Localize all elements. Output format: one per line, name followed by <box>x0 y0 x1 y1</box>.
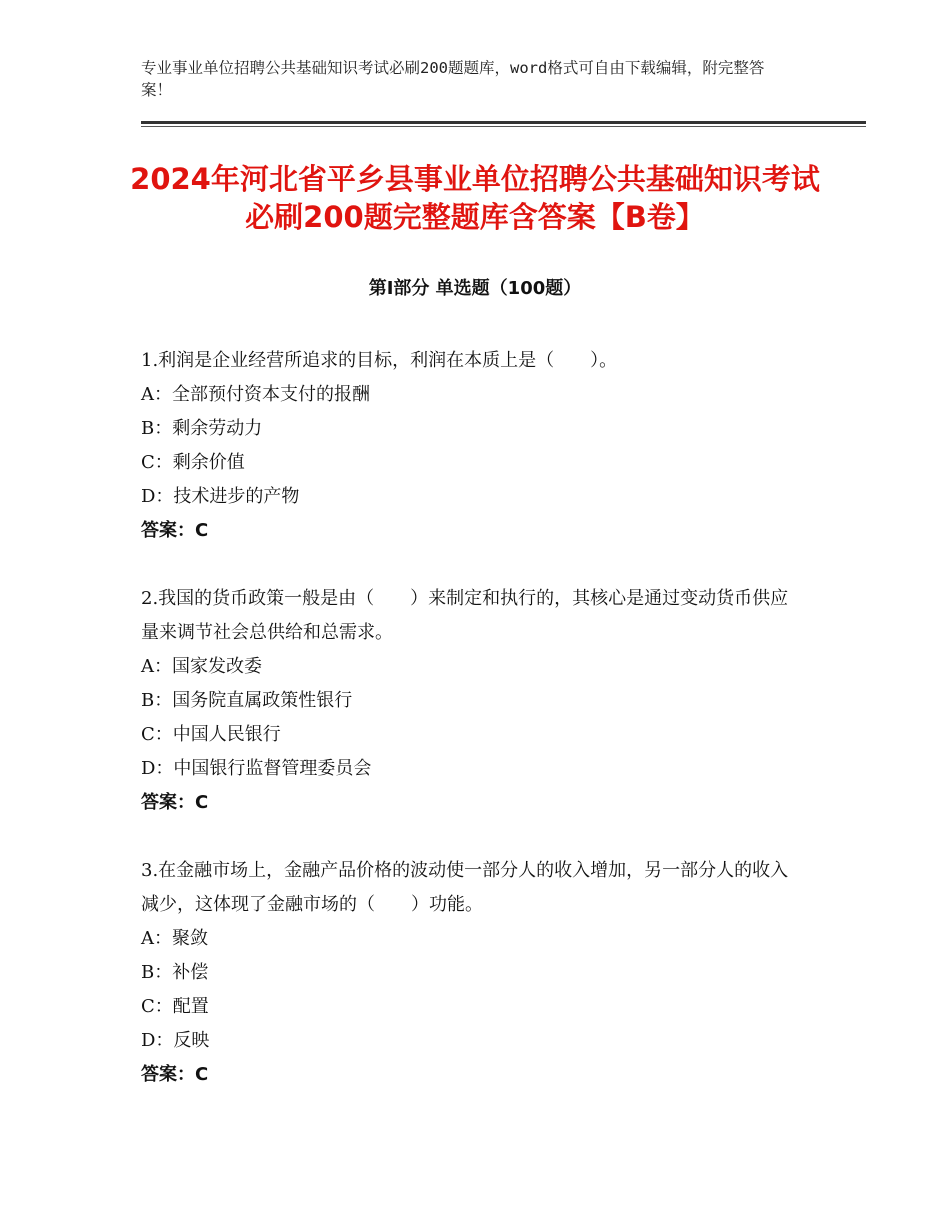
answer: 答案：C <box>141 520 209 541</box>
answer: 答案：C <box>141 1064 209 1085</box>
answer: 答案：C <box>141 792 209 813</box>
option-b: B：剩余劳动力 <box>141 418 263 439</box>
option-a: A：全部预付资本支付的报酬 <box>141 384 370 405</box>
question-stem: 3.在金融市场上，金融产品价格的波动使一部分人的收入增加，另一部分人的收入减少，这体现了金融市场的（ ）功能。 <box>141 860 789 915</box>
option-d: D：中国银行监督管理委员会 <box>141 758 372 779</box>
option-d: D：反映 <box>141 1030 210 1051</box>
section-title: 第Ⅰ部分 单选题（100题） <box>368 278 582 299</box>
question-stem: 1.利润是企业经营所追求的目标，利润在本质上是（ ）。 <box>141 350 618 371</box>
option-d: D：技术进步的产物 <box>141 486 300 507</box>
question-3 <box>141 854 801 1092</box>
document-title: 2024年河北省平乡县事业单位招聘公共基础知识考试必刷200题完整题库含答案【B卷】 <box>130 162 820 234</box>
option-b: B：国务院直属政策性银行 <box>141 690 353 711</box>
header-note: 专业事业单位招聘公共基础知识考试必刷200题题库，word格式可自由下载编辑，附完整答案！ <box>141 59 765 99</box>
question-list <box>141 344 801 1126</box>
question-1 <box>141 344 801 548</box>
option-c: C：剩余价值 <box>141 452 245 473</box>
question-stem: 2.我国的货币政策一般是由（ ）来制定和执行的，其核心是通过变动货币供应量来调节社会总供给和总需求。 <box>141 588 789 643</box>
header-divider-thin <box>141 126 866 127</box>
header-divider-thick <box>141 121 866 124</box>
option-c: C：中国人民银行 <box>141 724 281 745</box>
option-b: B：补偿 <box>141 962 209 983</box>
option-a: A：聚敛 <box>141 928 208 949</box>
question-2 <box>141 582 801 820</box>
option-a: A：国家发改委 <box>141 656 262 677</box>
option-c: C：配置 <box>141 996 209 1017</box>
